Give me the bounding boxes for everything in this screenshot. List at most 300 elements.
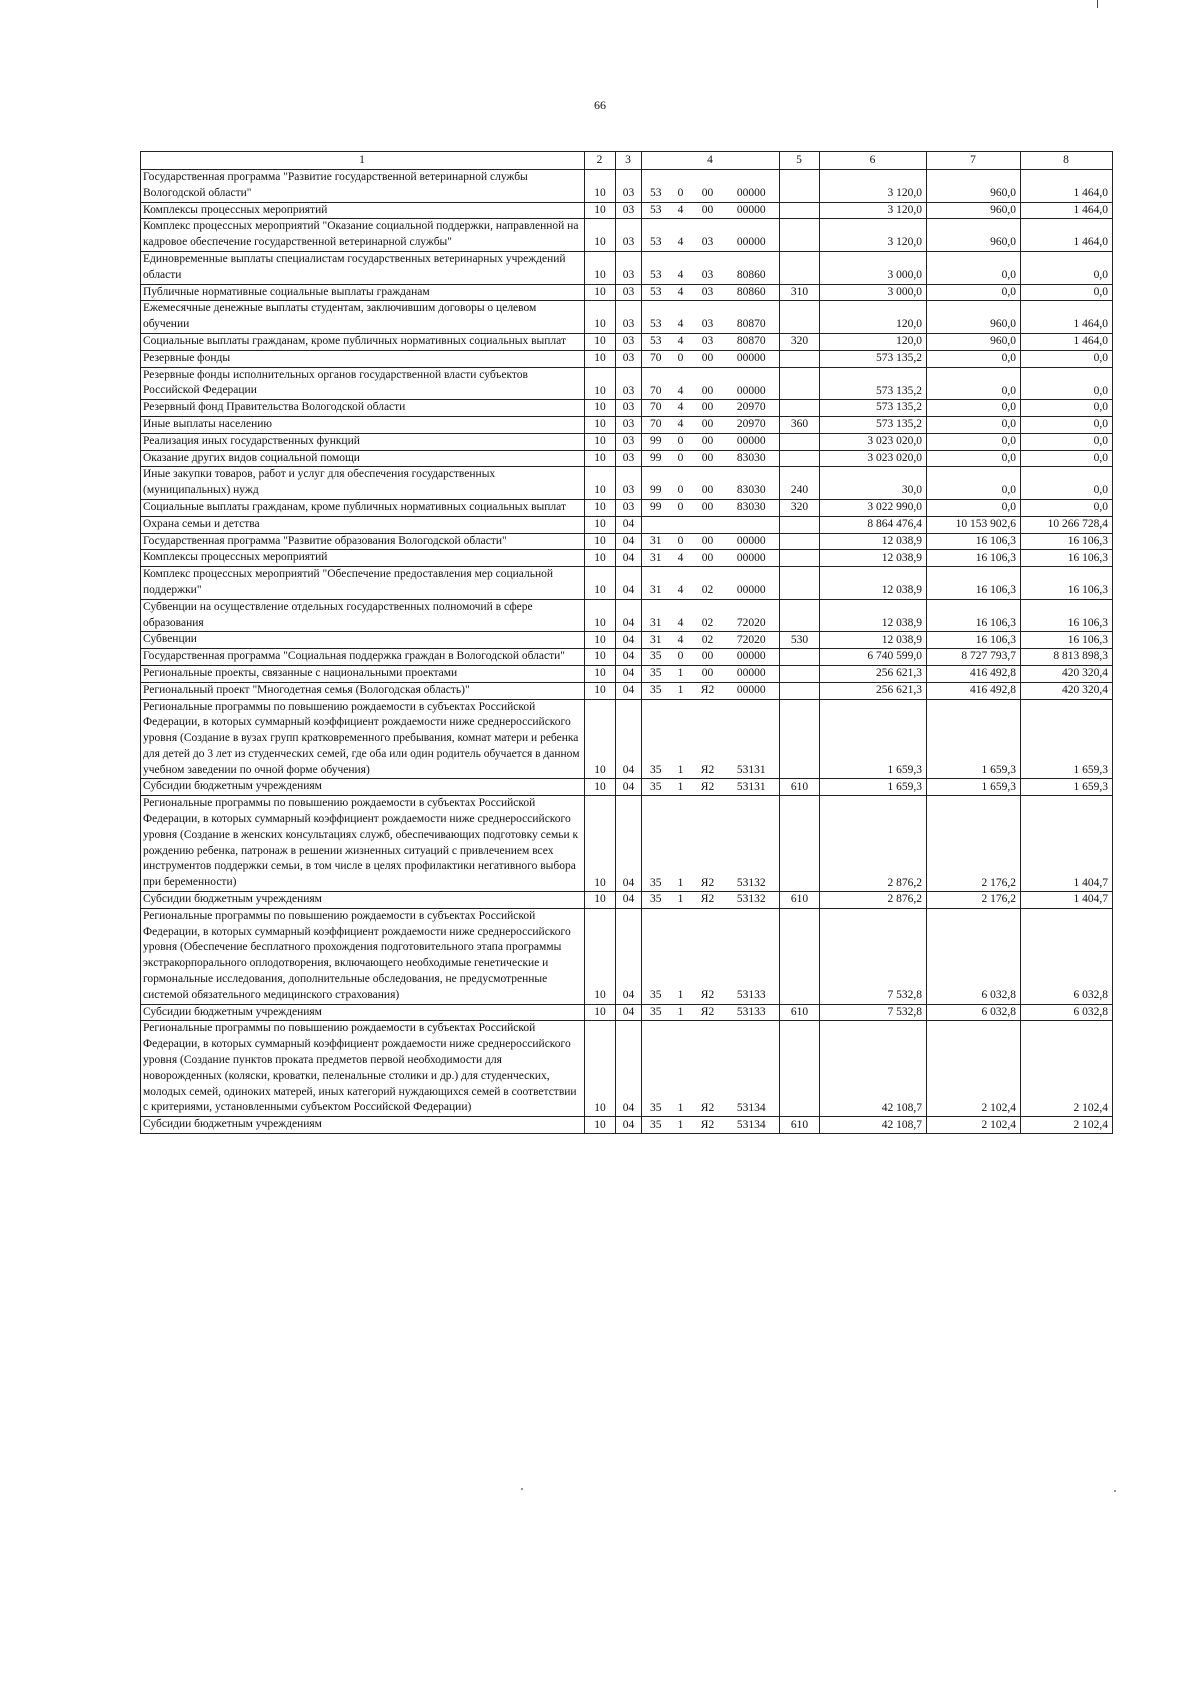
cell-event-code: 03 [692, 301, 724, 334]
table-row [141, 779, 1113, 796]
cell-program-code: 99 [642, 450, 670, 467]
cell-subprogram-code: 0 [670, 499, 692, 516]
cell-expense-type [780, 665, 820, 682]
cell-amount-col8: 0,0 [1021, 416, 1113, 433]
cell-subsection: 04 [616, 1117, 642, 1134]
cell-program-code: 99 [642, 499, 670, 516]
cell-program-code: 70 [642, 367, 670, 400]
cell-amount-col7: 0,0 [927, 416, 1021, 433]
cell-section: 10 [585, 202, 616, 219]
cell-subprogram-code: 1 [670, 699, 692, 779]
table-row [141, 533, 1113, 550]
cell-direction-code: 00000 [724, 433, 780, 450]
scan-edge-mark [1097, 0, 1098, 8]
cell-amount-col6: 256 621,3 [820, 682, 927, 699]
cell-amount-col6: 2 876,2 [820, 892, 927, 909]
cell-amount-col8: 1 404,7 [1021, 796, 1113, 892]
cell-subprogram-code: 1 [670, 682, 692, 699]
cell-section: 10 [585, 219, 616, 252]
cell-direction-code: 83030 [724, 450, 780, 467]
cell-amount-col8: 1 404,7 [1021, 892, 1113, 909]
cell-event-code: Я2 [692, 779, 724, 796]
cell-program-code: 53 [642, 202, 670, 219]
cell-expense-type: 530 [780, 632, 820, 649]
cell-subprogram-code: 1 [670, 796, 692, 892]
cell-program-code: 70 [642, 400, 670, 417]
cell-event-code: Я2 [692, 908, 724, 1004]
cell-amount-col8: 0,0 [1021, 400, 1113, 417]
cell-program-code: 53 [642, 301, 670, 334]
cell-subprogram-code: 0 [670, 350, 692, 367]
cell-event-code: 02 [692, 632, 724, 649]
cell-amount-col8: 8 813 898,3 [1021, 649, 1113, 666]
cell-subsection: 03 [616, 284, 642, 301]
cell-subsection: 04 [616, 1004, 642, 1021]
cell-event-code: 00 [692, 400, 724, 417]
cell-direction-code: 80860 [724, 284, 780, 301]
cell-section: 10 [585, 796, 616, 892]
scan-speck [1114, 1490, 1116, 1492]
cell-name: Комплекс процессных мероприятий "Обеспечение предоставления мер социальной поддержки" [141, 567, 585, 600]
cell-program-code: 35 [642, 908, 670, 1004]
table-row [141, 450, 1113, 467]
cell-subsection: 04 [616, 533, 642, 550]
cell-amount-col6: 573 135,2 [820, 367, 927, 400]
cell-expense-type [780, 699, 820, 779]
table-row [141, 467, 1113, 500]
cell-expense-type [780, 649, 820, 666]
table-row [141, 202, 1113, 219]
cell-direction-code: 00000 [724, 367, 780, 400]
cell-amount-col6: 3 000,0 [820, 251, 927, 284]
cell-subsection: 04 [616, 699, 642, 779]
cell-amount-col8: 16 106,3 [1021, 550, 1113, 567]
table-row [141, 416, 1113, 433]
cell-subprogram-code: 4 [670, 416, 692, 433]
cell-event-code: Я2 [692, 1021, 724, 1117]
cell-amount-col7: 6 032,8 [927, 1004, 1021, 1021]
cell-amount-col8: 6 032,8 [1021, 1004, 1113, 1021]
cell-direction-code: 72020 [724, 599, 780, 632]
cell-event-code: 00 [692, 499, 724, 516]
cell-event-code: 00 [692, 350, 724, 367]
cell-amount-col8: 2 102,4 [1021, 1021, 1113, 1117]
table-row [141, 1021, 1113, 1117]
cell-subsection: 03 [616, 499, 642, 516]
cell-section: 10 [585, 1117, 616, 1134]
cell-name: Охрана семьи и детства [141, 516, 585, 533]
cell-section: 10 [585, 892, 616, 909]
cell-amount-col8: 0,0 [1021, 350, 1113, 367]
cell-expense-type [780, 1021, 820, 1117]
cell-amount-col8: 1 464,0 [1021, 301, 1113, 334]
cell-direction-code: 00000 [724, 202, 780, 219]
cell-direction-code: 53132 [724, 892, 780, 909]
cell-subsection: 03 [616, 400, 642, 417]
cell-name: Государственная программа "Развитие образования Вологодской области" [141, 533, 585, 550]
cell-program-code: 53 [642, 333, 670, 350]
cell-subsection: 03 [616, 333, 642, 350]
table-row [141, 433, 1113, 450]
cell-amount-col8: 0,0 [1021, 467, 1113, 500]
table-row [141, 516, 1113, 533]
cell-name: Субвенции [141, 632, 585, 649]
page-number: 66 [594, 98, 606, 112]
cell-amount-col8: 16 106,3 [1021, 533, 1113, 550]
cell-section: 10 [585, 779, 616, 796]
cell-subprogram-code: 0 [670, 170, 692, 203]
cell-amount-col6: 573 135,2 [820, 416, 927, 433]
cell-amount-col6: 12 038,9 [820, 599, 927, 632]
cell-event-code: 00 [692, 170, 724, 203]
cell-event-code: 00 [692, 467, 724, 500]
cell-amount-col7: 0,0 [927, 400, 1021, 417]
cell-direction-code: 00000 [724, 682, 780, 699]
cell-amount-col8: 0,0 [1021, 499, 1113, 516]
cell-section: 10 [585, 301, 616, 334]
cell-amount-col6: 7 532,8 [820, 1004, 927, 1021]
cell-amount-col7: 1 659,3 [927, 779, 1021, 796]
table-row [141, 301, 1113, 334]
cell-amount-col6: 3 022 990,0 [820, 499, 927, 516]
table-row [141, 796, 1113, 892]
cell-direction-code: 80860 [724, 251, 780, 284]
cell-subsection: 04 [616, 665, 642, 682]
cell-amount-col7: 0,0 [927, 499, 1021, 516]
table-row [141, 599, 1113, 632]
cell-subsection: 04 [616, 599, 642, 632]
cell-expense-type: 610 [780, 1117, 820, 1134]
cell-amount-col6: 42 108,7 [820, 1021, 927, 1117]
cell-expense-type [780, 251, 820, 284]
cell-direction-code: 00000 [724, 533, 780, 550]
cell-expense-type [780, 796, 820, 892]
table-row [141, 284, 1113, 301]
cell-direction-code: 00000 [724, 550, 780, 567]
table-row [141, 400, 1113, 417]
cell-section: 10 [585, 170, 616, 203]
cell-amount-col6: 573 135,2 [820, 350, 927, 367]
cell-section: 10 [585, 665, 616, 682]
cell-name: Социальные выплаты гражданам, кроме публичных нормативных социальных выплат [141, 333, 585, 350]
cell-program-code: 35 [642, 1021, 670, 1117]
cell-amount-col6: 120,0 [820, 301, 927, 334]
cell-subsection: 03 [616, 450, 642, 467]
header-col-6: 6 [820, 152, 927, 170]
cell-subprogram-code [670, 516, 692, 533]
cell-expense-type [780, 550, 820, 567]
cell-amount-col8: 420 320,4 [1021, 682, 1113, 699]
cell-program-code [642, 516, 670, 533]
cell-direction-code: 20970 [724, 416, 780, 433]
cell-expense-type [780, 400, 820, 417]
cell-amount-col6: 3 120,0 [820, 202, 927, 219]
table-row [141, 892, 1113, 909]
cell-amount-col7: 16 106,3 [927, 533, 1021, 550]
cell-name: Публичные нормативные социальные выплаты гражданам [141, 284, 585, 301]
cell-name: Резервные фонды [141, 350, 585, 367]
cell-section: 10 [585, 416, 616, 433]
cell-amount-col7: 2 102,4 [927, 1021, 1021, 1117]
cell-name: Региональные проекты, связанные с национальными проектами [141, 665, 585, 682]
cell-amount-col7: 0,0 [927, 433, 1021, 450]
cell-subsection: 03 [616, 202, 642, 219]
cell-subprogram-code: 4 [670, 284, 692, 301]
cell-subprogram-code: 4 [670, 632, 692, 649]
cell-name: Субсидии бюджетным учреждениям [141, 1117, 585, 1134]
cell-expense-type: 320 [780, 333, 820, 350]
cell-event-code: 02 [692, 567, 724, 600]
cell-program-code: 31 [642, 567, 670, 600]
table-row [141, 682, 1113, 699]
cell-name: Государственная программа "Социальная поддержка граждан в Вологодской области" [141, 649, 585, 666]
cell-section: 10 [585, 550, 616, 567]
cell-amount-col8: 16 106,3 [1021, 599, 1113, 632]
cell-amount-col6: 12 038,9 [820, 567, 927, 600]
cell-direction-code: 53131 [724, 699, 780, 779]
table-row [141, 1117, 1113, 1134]
cell-program-code: 53 [642, 284, 670, 301]
cell-event-code: Я2 [692, 1004, 724, 1021]
cell-section: 10 [585, 467, 616, 500]
cell-amount-col7: 2 176,2 [927, 892, 1021, 909]
cell-section: 10 [585, 516, 616, 533]
cell-amount-col7: 960,0 [927, 219, 1021, 252]
cell-event-code: Я2 [692, 682, 724, 699]
cell-amount-col8: 420 320,4 [1021, 665, 1113, 682]
cell-subsection: 04 [616, 892, 642, 909]
cell-amount-col8: 0,0 [1021, 284, 1113, 301]
cell-amount-col6: 3 120,0 [820, 219, 927, 252]
cell-event-code: 00 [692, 367, 724, 400]
cell-program-code: 35 [642, 682, 670, 699]
cell-amount-col7: 960,0 [927, 333, 1021, 350]
cell-name: Комплексы процессных мероприятий [141, 202, 585, 219]
table-row [141, 251, 1113, 284]
cell-direction-code: 53133 [724, 1004, 780, 1021]
cell-expense-type [780, 567, 820, 600]
cell-subprogram-code: 4 [670, 301, 692, 334]
cell-name: Региональные программы по повышению рождаемости в субъектах Российской Федерации, в которых суммарный коэффициент рождаемости ниже среднероссийского уровня (Создание в женских консультациях служб, обеспечивающих подготовку семьи к рождению ребенка, патронаж в решении жизненных ситуаций с привлечением всех инструментов поддержки семьи, в том числе в целях профилактики негативного выбора при беременности) [141, 796, 585, 892]
cell-direction-code: 53134 [724, 1021, 780, 1117]
cell-name: Резервные фонды исполнительных органов государственной власти субъектов Российской Федерации [141, 367, 585, 400]
header-col-3: 3 [616, 152, 642, 170]
cell-name: Резервный фонд Правительства Вологодской области [141, 400, 585, 417]
cell-event-code: 03 [692, 251, 724, 284]
cell-expense-type [780, 219, 820, 252]
cell-subsection: 04 [616, 1021, 642, 1117]
cell-section: 10 [585, 1004, 616, 1021]
table-row [141, 567, 1113, 600]
cell-amount-col7: 6 032,8 [927, 908, 1021, 1004]
cell-name: Субсидии бюджетным учреждениям [141, 892, 585, 909]
cell-amount-col7: 0,0 [927, 450, 1021, 467]
cell-event-code: 00 [692, 416, 724, 433]
cell-section: 10 [585, 400, 616, 417]
cell-subprogram-code: 1 [670, 1117, 692, 1134]
cell-expense-type [780, 533, 820, 550]
cell-name: Субсидии бюджетным учреждениям [141, 1004, 585, 1021]
cell-event-code [692, 516, 724, 533]
cell-direction-code: 00000 [724, 649, 780, 666]
cell-expense-type [780, 450, 820, 467]
cell-amount-col8: 0,0 [1021, 251, 1113, 284]
cell-subsection: 03 [616, 467, 642, 500]
cell-amount-col6: 12 038,9 [820, 533, 927, 550]
cell-event-code: 03 [692, 284, 724, 301]
cell-program-code: 35 [642, 892, 670, 909]
cell-direction-code: 80870 [724, 333, 780, 350]
header-col-2: 2 [585, 152, 616, 170]
cell-event-code: 00 [692, 450, 724, 467]
cell-program-code: 31 [642, 632, 670, 649]
cell-subsection: 03 [616, 251, 642, 284]
cell-direction-code: 53132 [724, 796, 780, 892]
cell-subprogram-code: 1 [670, 779, 692, 796]
cell-subsection: 03 [616, 170, 642, 203]
cell-amount-col6: 3 023 020,0 [820, 433, 927, 450]
cell-subprogram-code: 0 [670, 433, 692, 450]
cell-expense-type: 610 [780, 779, 820, 796]
cell-section: 10 [585, 1021, 616, 1117]
cell-section: 10 [585, 567, 616, 600]
cell-direction-code: 53131 [724, 779, 780, 796]
cell-amount-col7: 8 727 793,7 [927, 649, 1021, 666]
cell-direction-code: 00000 [724, 219, 780, 252]
cell-program-code: 53 [642, 251, 670, 284]
cell-name: Субвенции на осуществление отдельных государственных полномочий в сфере образования [141, 599, 585, 632]
cell-subsection: 04 [616, 567, 642, 600]
cell-name: Комплексы процессных мероприятий [141, 550, 585, 567]
cell-name: Региональные программы по повышению рождаемости в субъектах Российской Федерации, в которых суммарный коэффициент рождаемости ниже среднероссийского уровня (Создание в вузах групп кратковременного пребывания, комнат матери и ребенка для детей до 3 лет из студенческих семей, где оба или один родитель обучается в данном учебном заведении по очной форме обучения) [141, 699, 585, 779]
header-col-5: 5 [780, 152, 820, 170]
cell-amount-col7: 1 659,3 [927, 699, 1021, 779]
cell-subsection: 04 [616, 632, 642, 649]
cell-amount-col8: 6 032,8 [1021, 908, 1113, 1004]
cell-amount-col6: 12 038,9 [820, 550, 927, 567]
cell-name: Региональные программы по повышению рождаемости в субъектах Российской Федерации, в которых суммарный коэффициент рождаемости ниже среднероссийского уровня (Создание пунктов проката предметов первой необходимости для новорожденных (коляски, кроватки, пеленальные столики и др.) для студенческих, молодых семей, одиноких матерей, иных категорий нуждающихся семей в соответствии с критериями, установленными субъектом Российской Федерации) [141, 1021, 585, 1117]
cell-subprogram-code: 0 [670, 649, 692, 666]
cell-amount-col6: 2 876,2 [820, 796, 927, 892]
cell-event-code: 03 [692, 333, 724, 350]
cell-expense-type [780, 301, 820, 334]
cell-direction-code: 00000 [724, 665, 780, 682]
cell-event-code: 00 [692, 202, 724, 219]
cell-direction-code: 20970 [724, 400, 780, 417]
cell-event-code: 00 [692, 433, 724, 450]
header-col-1: 1 [141, 152, 585, 170]
cell-subprogram-code: 0 [670, 450, 692, 467]
cell-direction-code: 83030 [724, 467, 780, 500]
cell-amount-col7: 416 492,8 [927, 665, 1021, 682]
cell-expense-type: 310 [780, 284, 820, 301]
cell-expense-type: 320 [780, 499, 820, 516]
cell-subprogram-code: 4 [670, 550, 692, 567]
cell-direction-code: 53134 [724, 1117, 780, 1134]
cell-amount-col7: 2 176,2 [927, 796, 1021, 892]
cell-expense-type [780, 350, 820, 367]
cell-amount-col6: 30,0 [820, 467, 927, 500]
cell-name: Государственная программа "Развитие государственной ветеринарной службы Вологодской области" [141, 170, 585, 203]
cell-direction-code [724, 516, 780, 533]
cell-subsection: 04 [616, 550, 642, 567]
cell-subprogram-code: 4 [670, 219, 692, 252]
cell-amount-col7: 0,0 [927, 467, 1021, 500]
cell-name: Социальные выплаты гражданам, кроме публичных нормативных социальных выплат [141, 499, 585, 516]
cell-direction-code: 80870 [724, 301, 780, 334]
cell-amount-col7: 960,0 [927, 301, 1021, 334]
cell-amount-col6: 120,0 [820, 333, 927, 350]
cell-name: Иные закупки товаров, работ и услуг для обеспечения государственных (муниципальных) нужд [141, 467, 585, 500]
cell-name: Субсидии бюджетным учреждениям [141, 779, 585, 796]
cell-program-code: 70 [642, 350, 670, 367]
cell-program-code: 31 [642, 533, 670, 550]
cell-direction-code: 53133 [724, 908, 780, 1004]
cell-program-code: 53 [642, 219, 670, 252]
table-row [141, 367, 1113, 400]
cell-section: 10 [585, 333, 616, 350]
cell-expense-type [780, 202, 820, 219]
cell-expense-type: 360 [780, 416, 820, 433]
cell-amount-col8: 16 106,3 [1021, 632, 1113, 649]
cell-name: Региональный проект "Многодетная семья (Вологодская область)" [141, 682, 585, 699]
cell-amount-col6: 3 120,0 [820, 170, 927, 203]
cell-section: 10 [585, 284, 616, 301]
cell-program-code: 99 [642, 467, 670, 500]
cell-subprogram-code: 4 [670, 400, 692, 417]
table-row [141, 550, 1113, 567]
cell-amount-col7: 16 106,3 [927, 567, 1021, 600]
cell-program-code: 31 [642, 550, 670, 567]
cell-event-code: 03 [692, 219, 724, 252]
cell-section: 10 [585, 367, 616, 400]
cell-program-code: 35 [642, 1004, 670, 1021]
cell-subprogram-code: 4 [670, 333, 692, 350]
cell-amount-col7: 0,0 [927, 350, 1021, 367]
cell-amount-col8: 1 659,3 [1021, 699, 1113, 779]
cell-name: Единовременные выплаты специалистам государственных ветеринарных учреждений области [141, 251, 585, 284]
table-row [141, 649, 1113, 666]
cell-event-code: 02 [692, 599, 724, 632]
cell-expense-type: 240 [780, 467, 820, 500]
cell-section: 10 [585, 632, 616, 649]
cell-amount-col7: 0,0 [927, 284, 1021, 301]
cell-amount-col8: 1 464,0 [1021, 333, 1113, 350]
cell-amount-col6: 3 000,0 [820, 284, 927, 301]
cell-subprogram-code: 1 [670, 665, 692, 682]
cell-program-code: 35 [642, 779, 670, 796]
cell-expense-type [780, 367, 820, 400]
cell-program-code: 35 [642, 796, 670, 892]
cell-name: Оказание других видов социальной помощи [141, 450, 585, 467]
cell-program-code: 35 [642, 699, 670, 779]
table-row [141, 499, 1113, 516]
cell-expense-type [780, 599, 820, 632]
cell-expense-type [780, 908, 820, 1004]
cell-event-code: Я2 [692, 892, 724, 909]
cell-amount-col7: 416 492,8 [927, 682, 1021, 699]
cell-direction-code: 83030 [724, 499, 780, 516]
cell-subprogram-code: 1 [670, 908, 692, 1004]
cell-subsection: 04 [616, 779, 642, 796]
cell-expense-type [780, 516, 820, 533]
cell-name: Иные выплаты населению [141, 416, 585, 433]
cell-amount-col7: 0,0 [927, 251, 1021, 284]
cell-subprogram-code: 4 [670, 251, 692, 284]
cell-section: 10 [585, 908, 616, 1004]
cell-section: 10 [585, 433, 616, 450]
cell-direction-code: 00000 [724, 170, 780, 203]
